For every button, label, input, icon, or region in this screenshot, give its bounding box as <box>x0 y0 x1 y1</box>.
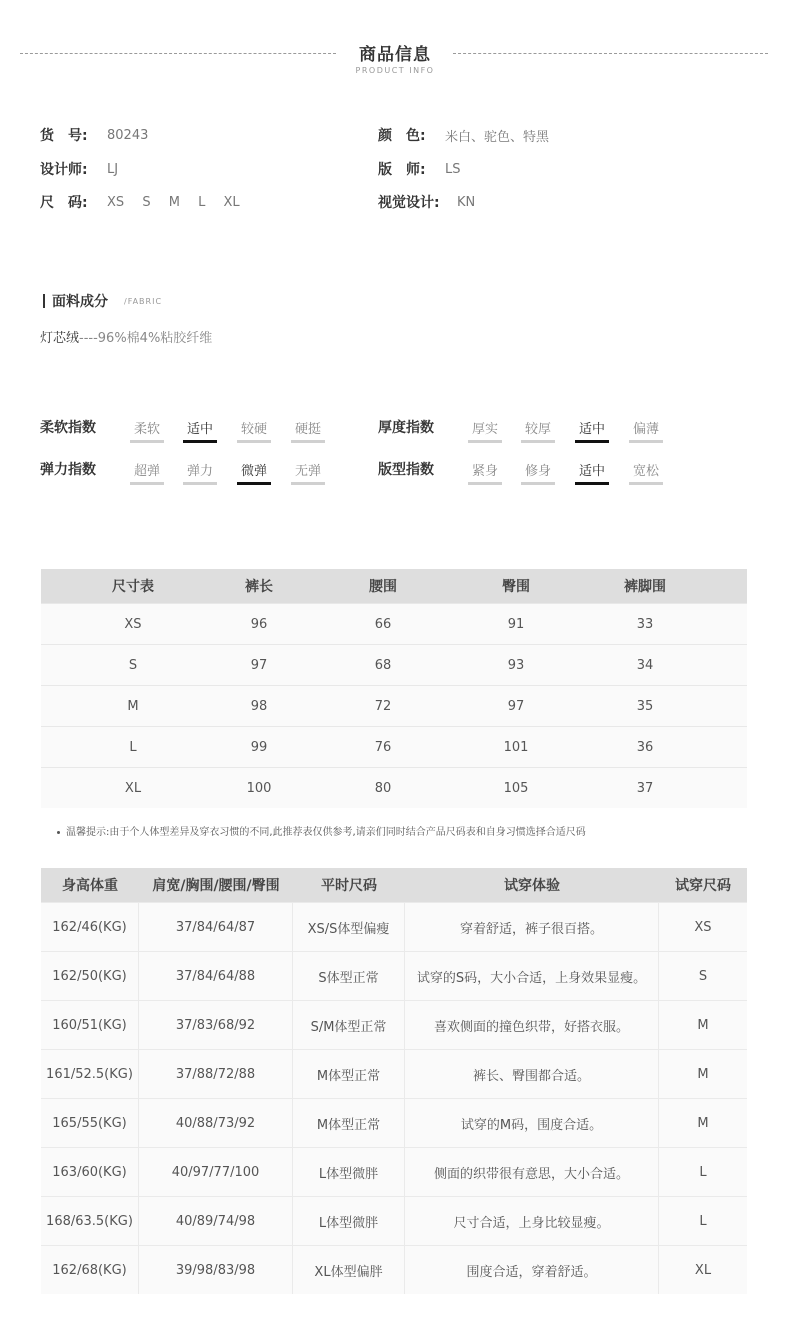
header-cell: 试穿尺码 <box>675 878 731 894</box>
header-cell: 肩宽/胸围/腰围/臀围 <box>152 878 280 894</box>
cell: 93 <box>507 657 525 673</box>
cell: L <box>129 739 137 755</box>
header-cell: 臀围 <box>502 579 530 595</box>
index-option: 修身 <box>521 460 555 479</box>
header-cell: 平时尺码 <box>321 878 377 894</box>
cell: 160/51(KG) <box>41 1001 139 1049</box>
fabric-subtitle: /FABRIC <box>124 297 163 306</box>
fabric-title-bar <box>43 294 45 308</box>
index-option: 较厚 <box>521 418 555 437</box>
index-option: 宽松 <box>629 460 663 479</box>
header-cell: 裤长 <box>245 579 273 595</box>
cell: S <box>128 657 138 673</box>
cell: 40/88/73/92 <box>139 1099 293 1147</box>
cell: S/M体型正常 <box>293 1001 405 1049</box>
cell: 72 <box>374 698 392 714</box>
cell: 100 <box>246 780 272 796</box>
info-visual-design <box>378 192 475 212</box>
table-row <box>41 1049 747 1098</box>
header-cell: 尺寸表 <box>112 579 154 595</box>
index-option: 弹力 <box>183 460 217 479</box>
index-option: 偏薄 <box>629 418 663 437</box>
visual-design-label: 视觉设计: <box>378 195 440 211</box>
cell: 37 <box>636 780 654 796</box>
index-label: 弹力指数 <box>40 462 96 478</box>
size-option: XS <box>107 194 125 210</box>
size-option: S <box>142 194 151 210</box>
info-size <box>40 192 254 212</box>
info-color <box>378 125 549 145</box>
header-divider-right <box>453 53 768 54</box>
index-label: 柔软指数 <box>40 420 96 436</box>
section-title: 商品信息 <box>359 45 431 65</box>
item-no-value: 80243 <box>107 127 149 143</box>
cell: 37/83/68/92 <box>139 1001 293 1049</box>
cell: 162/46(KG) <box>41 903 139 951</box>
designer-label: 设计师: <box>40 162 88 178</box>
cell: XS <box>694 919 712 935</box>
fabric-detail: ----96%棉4%粘胶纤维 <box>79 331 213 346</box>
cell: XL <box>694 1262 712 1278</box>
table-row <box>41 1000 747 1049</box>
index-option-selected: 适中 <box>183 418 217 437</box>
cell: M <box>127 698 139 714</box>
index-option-selected: 微弹 <box>237 460 271 479</box>
cell: 98 <box>250 698 268 714</box>
table-row <box>41 685 747 726</box>
cell: 穿着舒适，裤子很百搭。 <box>405 903 659 951</box>
pattern-maker-value: LS <box>445 161 461 177</box>
table-row <box>41 951 747 1000</box>
table-row <box>41 1147 747 1196</box>
cell: 66 <box>374 616 392 632</box>
info-item-no <box>40 125 148 145</box>
index-option: 超弹 <box>130 460 164 479</box>
index-option: 无弹 <box>291 460 325 479</box>
index-label: 版型指数 <box>378 462 434 478</box>
size-option: XL <box>223 194 240 210</box>
cell: 163/60(KG) <box>41 1148 139 1196</box>
cell: 97 <box>250 657 268 673</box>
cell: XS <box>124 616 142 632</box>
index-option: 硬挺 <box>291 418 325 437</box>
info-pattern-maker <box>378 159 461 179</box>
cell: 试穿的S码，大小合适，上身效果显瘦。 <box>405 952 659 1000</box>
size-tip <box>57 823 586 838</box>
cell: 37/84/64/88 <box>139 952 293 1000</box>
index-option-selected: 适中 <box>575 460 609 479</box>
tip-text: 温馨提示:由于个人体型差异及穿衣习惯的不同,此推荐表仅供参考,请亲们同时结合产品尺码表和自身习惯选择合适尺码 <box>66 827 586 838</box>
cell: 99 <box>250 739 268 755</box>
size-values <box>107 195 254 210</box>
table-row <box>41 1245 747 1294</box>
index-fit <box>378 459 678 489</box>
cell: XL体型偏胖 <box>293 1246 405 1294</box>
index-thickness <box>378 417 678 447</box>
cell: M <box>697 1115 709 1131</box>
cell: M体型正常 <box>293 1099 405 1147</box>
index-label: 厚度指数 <box>378 420 434 436</box>
cell: 68 <box>374 657 392 673</box>
table-row <box>41 1196 747 1245</box>
fabric-name: 灯芯绒 <box>40 331 80 346</box>
cell: 喜欢侧面的撞色织带，好搭衣服。 <box>405 1001 659 1049</box>
cell: 91 <box>507 616 525 632</box>
cell: 40/89/74/98 <box>139 1197 293 1245</box>
cell: 39/98/83/98 <box>139 1246 293 1294</box>
cell: 101 <box>503 739 529 755</box>
pattern-maker-label: 版 师: <box>378 162 426 178</box>
size-table-header <box>41 569 747 603</box>
visual-design-value: KN <box>457 194 476 210</box>
designer-value: LJ <box>107 161 119 177</box>
cell: S <box>698 968 708 984</box>
cell: L <box>699 1213 707 1229</box>
cell: XL <box>124 780 142 796</box>
tryon-table <box>41 868 747 1294</box>
table-row <box>41 644 747 685</box>
cell: 围度合适，穿着舒适。 <box>405 1246 659 1294</box>
header-cell: 试穿体验 <box>504 878 560 894</box>
fabric-title: 面料成分 <box>52 294 108 310</box>
cell: 40/97/77/100 <box>139 1148 293 1196</box>
size-table <box>41 569 747 808</box>
header-cell: 身高体重 <box>62 878 118 894</box>
cell: 侧面的织带很有意思，大小合适。 <box>405 1148 659 1196</box>
header-cell: 裤脚围 <box>624 579 666 595</box>
cell: 36 <box>636 739 654 755</box>
cell: 37/88/72/88 <box>139 1050 293 1098</box>
fabric-composition <box>40 327 212 346</box>
cell: 97 <box>507 698 525 714</box>
cell: XS/S体型偏瘦 <box>293 903 405 951</box>
table-row <box>41 767 747 808</box>
cell: 裤长、臀围都合适。 <box>405 1050 659 1098</box>
header-cell: 腰围 <box>369 579 397 595</box>
cell: 162/50(KG) <box>41 952 139 1000</box>
table-row <box>41 902 747 951</box>
cell: 尺寸合适，上身比较显瘦。 <box>405 1197 659 1245</box>
index-option: 紧身 <box>468 460 502 479</box>
cell: 33 <box>636 616 654 632</box>
cell: 37/84/64/87 <box>139 903 293 951</box>
bullet-icon <box>57 831 60 834</box>
tryon-table-header <box>41 868 747 902</box>
cell: M <box>697 1017 709 1033</box>
index-option-selected: 适中 <box>575 418 609 437</box>
cell: L <box>699 1164 707 1180</box>
cell: 161/52.5(KG) <box>41 1050 139 1098</box>
cell: 162/68(KG) <box>41 1246 139 1294</box>
index-softness <box>40 417 340 447</box>
cell: 34 <box>636 657 654 673</box>
table-row <box>41 603 747 644</box>
index-elasticity <box>40 459 340 489</box>
item-no-label: 货 号: <box>40 128 88 144</box>
header-divider-left <box>20 53 336 54</box>
cell: S体型正常 <box>293 952 405 1000</box>
cell: 165/55(KG) <box>41 1099 139 1147</box>
table-row <box>41 1098 747 1147</box>
cell: M体型正常 <box>293 1050 405 1098</box>
cell: M <box>697 1066 709 1082</box>
size-option: M <box>168 194 180 210</box>
cell: L体型微胖 <box>293 1197 405 1245</box>
index-option: 较硬 <box>237 418 271 437</box>
info-designer <box>40 159 118 179</box>
index-option: 柔软 <box>130 418 164 437</box>
size-label: 尺 码: <box>40 195 88 211</box>
section-subtitle: PRODUCT INFO <box>355 66 435 75</box>
size-option: L <box>198 194 206 210</box>
table-row <box>41 726 747 767</box>
cell: 80 <box>374 780 392 796</box>
cell: 35 <box>636 698 654 714</box>
index-option: 厚实 <box>468 418 502 437</box>
cell: 96 <box>250 616 268 632</box>
cell: 76 <box>374 739 392 755</box>
color-label: 颜 色: <box>378 128 426 144</box>
cell: 168/63.5(KG) <box>41 1197 139 1245</box>
cell: L体型微胖 <box>293 1148 405 1196</box>
cell: 试穿的M码，围度合适。 <box>405 1099 659 1147</box>
color-value: 米白、驼色、特黑 <box>445 129 550 145</box>
cell: 105 <box>503 780 529 796</box>
